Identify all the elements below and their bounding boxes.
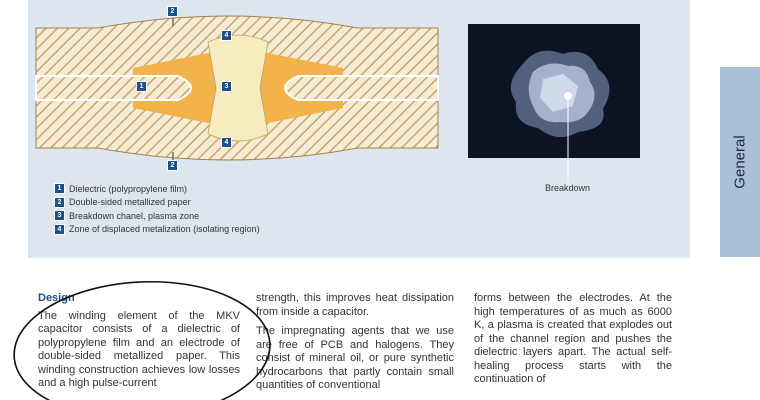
badge-1: 1	[136, 81, 147, 92]
legend-badge: 1	[54, 183, 65, 194]
legend-item	[54, 196, 260, 210]
badge-2-top: 2	[167, 6, 178, 17]
dielectric-strip-right	[285, 76, 438, 100]
photo-caption: Breakdown	[545, 183, 591, 193]
badge-2-bottom: 2	[167, 160, 178, 171]
legend-badge: 4	[54, 224, 65, 235]
breakdown-channel	[208, 35, 268, 141]
text-column-3	[474, 292, 672, 393]
hand-drawn-ellipse	[0, 262, 290, 400]
legend-text: Breakdown chanel, plasma zone	[69, 210, 200, 221]
caption-leader-line	[566, 158, 570, 182]
section-tab-label: General	[731, 135, 749, 189]
legend	[54, 182, 260, 236]
legend-text: Double-sided metallized paper	[69, 197, 191, 208]
legend-text: Dielectric (polypropylene film)	[69, 183, 188, 194]
section-tab-general[interactable]	[720, 67, 760, 257]
breakdown-photo	[468, 24, 640, 158]
badge-3: 3	[221, 81, 232, 92]
paragraph: forms between the electrodes. At the high temperatures of as much as 6000 K, a plasma is created that explodes out of the channel region and pushes the dielectric layers apart. The actual self-healing process starts with the continuation of	[474, 292, 672, 385]
legend-item	[54, 223, 260, 237]
figure-panel	[28, 0, 690, 258]
badge-4-top: 4	[221, 30, 232, 41]
section-heading: Design	[38, 292, 75, 304]
capacitor-cross-section-diagram	[28, 0, 448, 180]
legend-badge: 3	[54, 210, 65, 221]
paragraph: The impregnating agents that we use are free of PCB and halogens. They consist of mineral oil, or pure synthetic hydrocarbons that partly contain small quantities of conventional	[256, 325, 454, 391]
badge-4-bottom: 4	[221, 137, 232, 148]
paragraph: The winding element of the MKV capacitor consists of a dielectric of polypropylene film and an electrode of double-sided metallized paper. This winding construction achieves low losses and a high pulse-current	[38, 309, 240, 389]
breakdown-image	[468, 24, 640, 158]
legend-text: Zone of displaced metalization (isolating region)	[69, 224, 260, 235]
legend-item	[54, 182, 260, 196]
legend-item	[54, 209, 260, 223]
paragraph: strength, this improves heat dissipation from inside a capacitor.	[256, 292, 454, 318]
legend-badge: 2	[54, 197, 65, 208]
dielectric-strip-left	[36, 76, 191, 100]
